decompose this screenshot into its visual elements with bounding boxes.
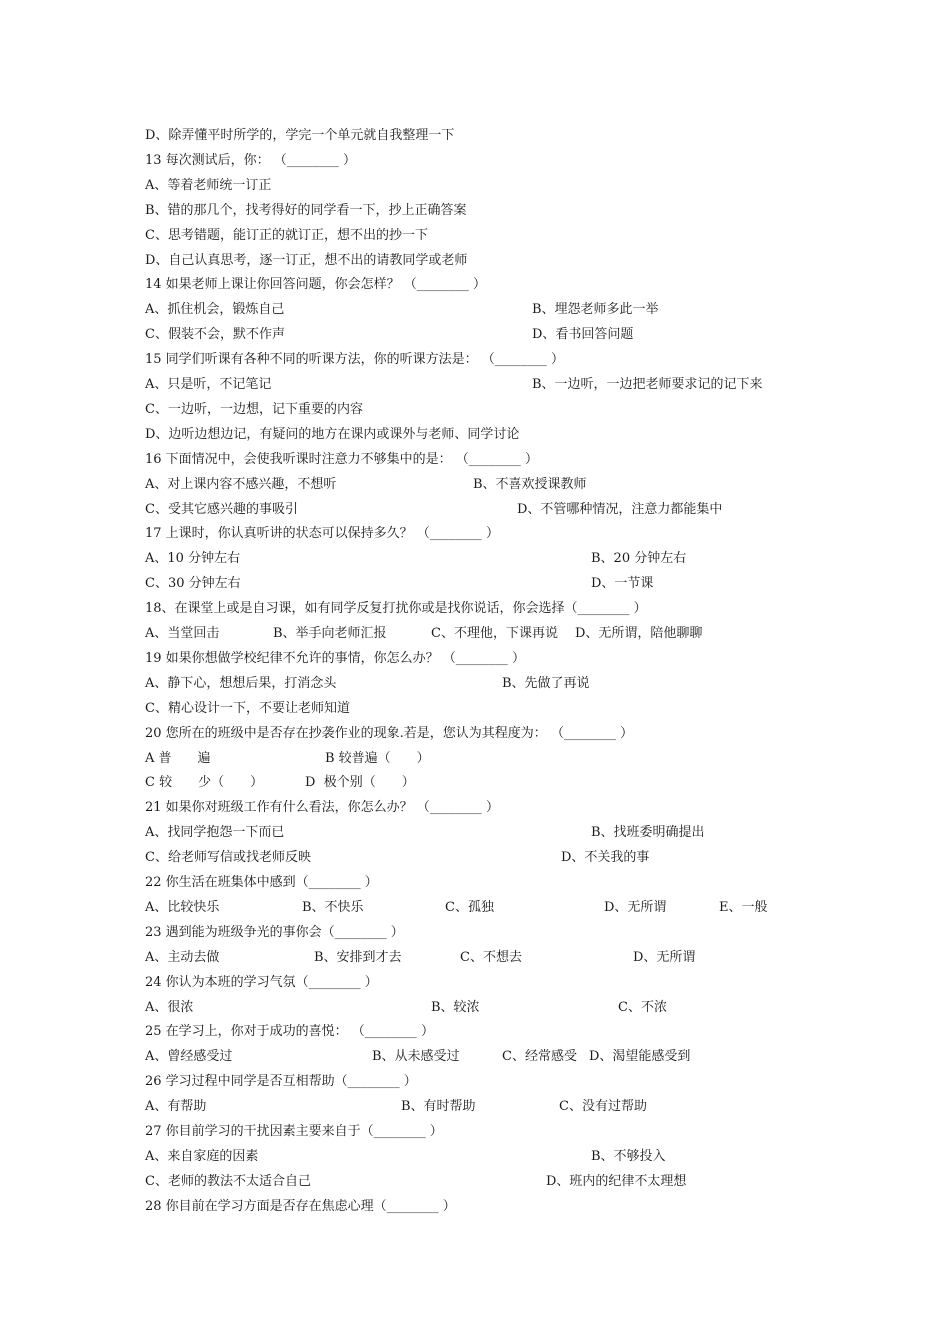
option-text: B、20 分钟左右	[591, 551, 687, 567]
option-text: A、找同学抱怨一下而已	[145, 825, 285, 841]
option-text: C、不理他，下课再说	[431, 626, 558, 641]
line-text: C、思考错题，能订正的就订正，想不出的抄一下	[145, 227, 428, 243]
option-text: C、老师的教法不太适合自己	[145, 1173, 311, 1189]
option-text: E、一般	[719, 899, 768, 915]
option-text: C、30 分钟左右	[145, 576, 241, 592]
line-text: 18、在课堂上或是自习课，如有同学反复打扰你或是找你说话，你会选择（________ ）	[145, 601, 647, 617]
line-text: 25 在学习上，你对于成功的喜悦： （________ ）	[145, 1024, 434, 1040]
option-text: B、埋怨老师多此一举	[532, 302, 659, 318]
line-text: D、边听边想边记，有疑问的地方在课内或课外与老师、同学讨论	[145, 426, 520, 442]
option-text: B、从未感受过	[372, 1049, 460, 1065]
option-text: A、对上课内容不感兴趣，不想听	[145, 476, 337, 492]
option-text: C、假装不会，默不作声	[145, 327, 285, 343]
option-text: A、10 分钟左右	[145, 551, 241, 567]
option-text: D、一节课	[591, 576, 654, 592]
line-text: 14 如果老师上课让你回答问题，你会怎样？ （________ ）	[145, 277, 486, 293]
option-text: B、先做了再说	[502, 675, 590, 691]
option-text: D、无所谓	[604, 899, 667, 915]
option-text: B、举手向老师汇报	[273, 626, 387, 641]
option-text: C 较 少（ ）	[145, 775, 264, 791]
option-text: C、不想去	[460, 949, 522, 965]
line-text: 26 学习过程中同学是否互相帮助（________ ）	[145, 1074, 417, 1090]
option-text: A、曾经感受过	[145, 1049, 233, 1065]
line-text: 22 你生活在班集体中感到（________ ）	[145, 875, 378, 890]
option-text: C、受其它感兴趣的事吸引	[145, 501, 298, 517]
option-text: D、无所谓	[633, 949, 696, 965]
option-text: D、看书回答问题	[532, 327, 634, 343]
option-text: B、较浓	[431, 999, 480, 1015]
option-text: A、静下心，想想后果，打消念头	[145, 675, 337, 691]
option-text: B、找班委明确提出	[591, 825, 705, 841]
line-text: C、精心设计一下，不要让老师知道	[145, 700, 350, 716]
option-text: B、有时帮助	[401, 1099, 476, 1115]
line-text: 20 您所在的班级中是否存在抄袭作业的现象.若是，您认为其程度为： （________ ）	[145, 725, 634, 741]
option-text: C、没有过帮助	[559, 1099, 647, 1115]
option-text: B、不快乐	[302, 899, 364, 915]
option-text: B 较普遍（ ）	[325, 750, 430, 766]
line-text: 23 遇到能为班级争光的事你会（________ ）	[145, 924, 404, 940]
line-text: 16 下面情况中，会使我听课时注意力不够集中的是： （________ ）	[145, 451, 538, 467]
line-text: 28 你目前在学习方面是否存在焦虑心理（________ ）	[145, 1198, 456, 1214]
option-text: C、给老师写信或找老师反映	[145, 850, 311, 866]
option-text: C、经常感受	[502, 1049, 577, 1065]
option-text: D、无所谓，陪他聊聊	[575, 626, 703, 641]
option-text: A、很浓	[145, 999, 194, 1015]
line-text: B、错的那几个，找考得好的同学看一下，抄上正确答案	[145, 202, 467, 218]
option-text: A、有帮助	[145, 1099, 207, 1115]
option-text: A、抓住机会，锻炼自己	[145, 302, 285, 318]
option-text: B、安排到才去	[314, 949, 402, 965]
line-text: 24 你认为本班的学习气氛（________ ）	[145, 974, 378, 990]
line-text: 27 你目前学习的干扰因素主要来自于（________ ）	[145, 1124, 443, 1139]
line-text: C、一边听，一边想，记下重要的内容	[145, 401, 363, 417]
option-text: D、不关我的事	[561, 850, 650, 866]
option-text: D、渴望能感受到	[589, 1049, 691, 1065]
option-text: C、孤独	[445, 899, 494, 915]
option-text: A、来自家庭的因素	[145, 1148, 259, 1164]
line-text: 13 每次测试后，你： （________ ）	[145, 152, 356, 168]
option-text: A、比较快乐	[145, 899, 220, 915]
option-text: A 普 遍	[145, 750, 211, 766]
line-text: 21 如果你对班级工作有什么看法，你怎么办？ （________ ）	[145, 800, 499, 816]
option-text: D 极个别（ ）	[305, 775, 415, 791]
line-text: D、自己认真思考，逐一订正，想不出的请教同学或老师	[145, 252, 468, 268]
line-text: 17 上课时，你认真听讲的状态可以保持多久？ （________ ）	[145, 526, 499, 542]
option-text: D、班内的纪律不太理想	[546, 1173, 687, 1189]
option-text: B、不够投入	[591, 1148, 666, 1164]
option-text: A、当堂回击	[145, 626, 220, 641]
line-text: 15 同学们听课有各种不同的听课方法，你的听课方法是： （________ ）	[145, 352, 564, 368]
option-text: D、不管哪种情况，注意力都能集中	[517, 501, 723, 517]
option-text: A、只是听，不记笔记	[145, 377, 272, 392]
line-text: 19 如果你想做学校纪律不允许的事情，你怎么办？ （________ ）	[145, 650, 525, 666]
option-text: B、不喜欢授课教师	[473, 476, 587, 492]
option-text: B、一边听，一边把老师要求记的记下来	[532, 377, 763, 392]
option-text: C、不浓	[618, 999, 667, 1015]
line-text: D、除弄懂平时所学的，学完一个单元就自我整理一下	[145, 128, 455, 143]
option-text: A、主动去做	[145, 949, 220, 965]
line-text: A、等着老师统一订正	[145, 177, 272, 193]
